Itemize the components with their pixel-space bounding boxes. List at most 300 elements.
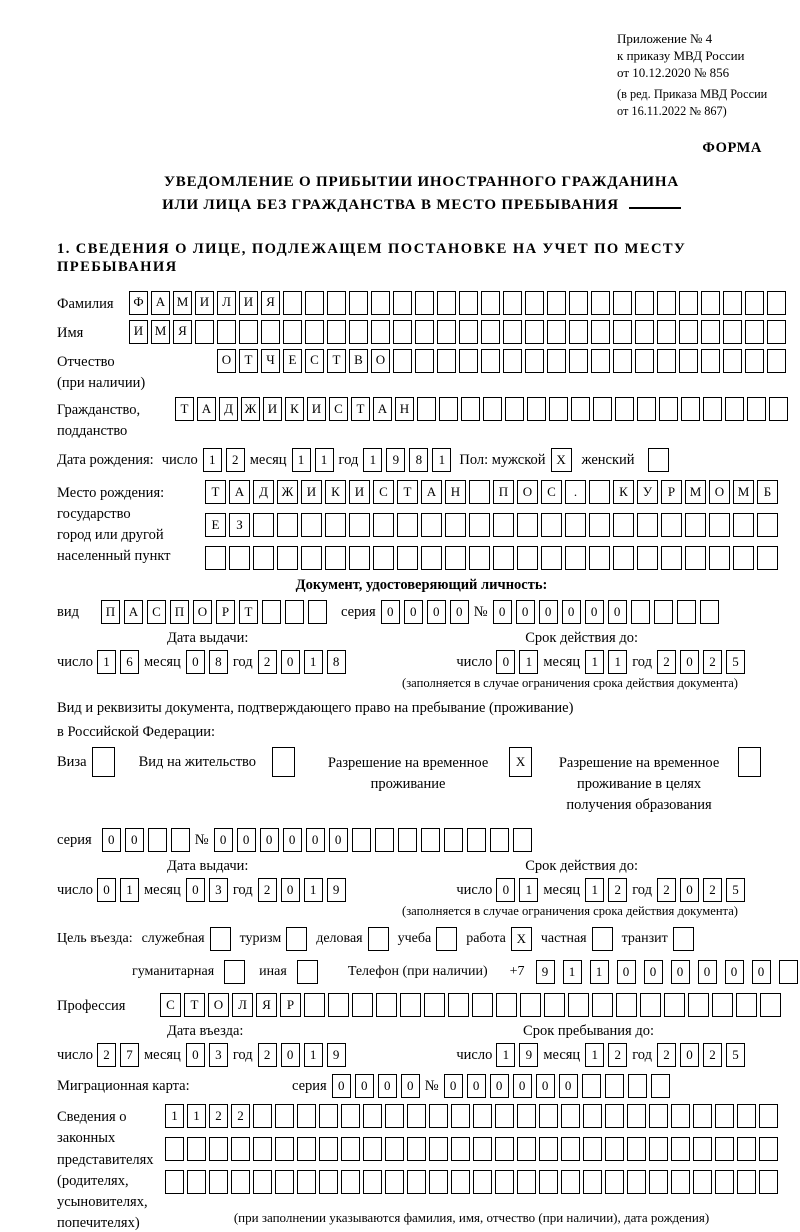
char-box[interactable] [582,1074,601,1098]
char-box[interactable] [253,1137,272,1161]
char-box[interactable] [661,546,682,570]
char-box[interactable] [373,513,394,537]
char-box[interactable]: 0 [680,650,699,674]
char-box[interactable]: 0 [97,878,116,902]
char-box[interactable]: 2 [97,1043,116,1067]
char-box[interactable] [459,349,478,373]
char-box[interactable] [397,546,418,570]
char-box[interactable] [527,397,546,421]
char-box[interactable]: 2 [608,878,627,902]
char-box[interactable] [262,600,281,624]
char-box[interactable]: 0 [186,1043,205,1067]
char-box[interactable]: 2 [703,878,722,902]
char-box[interactable]: 1 [496,1043,515,1067]
char-box[interactable] [407,1104,426,1128]
char-box[interactable]: Т [205,480,226,504]
char-box[interactable]: Д [219,397,238,421]
char-box[interactable] [747,397,766,421]
char-box[interactable] [693,1170,712,1194]
purpose-humanitarian-checkbox[interactable] [224,960,245,984]
char-box[interactable] [561,1137,580,1161]
char-box[interactable]: 8 [409,448,428,472]
char-box[interactable]: 0 [450,600,469,624]
char-box[interactable] [495,1104,514,1128]
char-box[interactable]: 1 [120,878,139,902]
char-box[interactable] [349,291,368,315]
char-box[interactable] [657,291,676,315]
char-box[interactable]: Ж [241,397,260,421]
char-box[interactable] [677,600,696,624]
char-box[interactable] [503,349,522,373]
char-box[interactable]: 0 [329,828,348,852]
char-box[interactable] [759,1104,778,1128]
char-box[interactable] [627,1104,646,1128]
char-box[interactable] [688,993,709,1017]
char-box[interactable] [613,349,632,373]
char-box[interactable]: Е [283,349,302,373]
char-box[interactable]: 2 [608,1043,627,1067]
char-box[interactable] [549,397,568,421]
char-box[interactable]: 0 [186,650,205,674]
char-box[interactable]: С [305,349,324,373]
char-box[interactable]: 2 [657,1043,676,1067]
char-box[interactable] [605,1104,624,1128]
char-box[interactable] [469,513,490,537]
char-box[interactable] [481,291,500,315]
char-box[interactable] [745,320,764,344]
char-box[interactable]: 0 [427,600,446,624]
char-box[interactable]: 0 [281,650,300,674]
char-box[interactable] [613,320,632,344]
char-box[interactable] [631,600,650,624]
purpose-business-checkbox[interactable] [368,927,389,951]
char-box[interactable] [635,349,654,373]
char-box[interactable]: 1 [585,878,604,902]
char-box[interactable] [737,1137,756,1161]
char-box[interactable] [605,1170,624,1194]
char-box[interactable]: 1 [292,448,311,472]
char-box[interactable] [757,546,778,570]
char-box[interactable] [349,513,370,537]
char-box[interactable] [657,320,676,344]
char-box[interactable]: 2 [258,1043,277,1067]
char-box[interactable] [253,513,274,537]
char-box[interactable] [352,993,373,1017]
char-box[interactable] [767,291,786,315]
char-box[interactable]: О [517,480,538,504]
char-box[interactable]: 1 [304,650,323,674]
char-box[interactable] [541,546,562,570]
char-box[interactable] [398,828,417,852]
char-box[interactable] [407,1137,426,1161]
char-box[interactable]: О [371,349,390,373]
char-box[interactable]: И [301,480,322,504]
char-box[interactable] [736,993,757,1017]
char-box[interactable] [525,349,544,373]
char-box[interactable]: 2 [703,650,722,674]
char-box[interactable]: 0 [536,1074,555,1098]
char-box[interactable]: 0 [496,878,515,902]
char-box[interactable] [679,349,698,373]
char-box[interactable] [659,397,678,421]
char-box[interactable] [328,993,349,1017]
char-box[interactable] [327,320,346,344]
char-box[interactable] [397,513,418,537]
char-box[interactable] [517,1170,536,1194]
char-box[interactable] [628,1074,647,1098]
char-box[interactable] [459,320,478,344]
char-box[interactable]: 0 [680,1043,699,1067]
char-box[interactable] [429,1104,448,1128]
char-box[interactable] [229,546,250,570]
char-box[interactable] [209,1170,228,1194]
char-box[interactable] [481,320,500,344]
char-box[interactable] [517,546,538,570]
char-box[interactable] [745,349,764,373]
char-box[interactable] [767,349,786,373]
char-box[interactable] [539,1104,558,1128]
char-box[interactable] [275,1137,294,1161]
char-box[interactable]: Б [757,480,778,504]
char-box[interactable] [461,397,480,421]
char-box[interactable] [569,291,588,315]
char-box[interactable]: 5 [726,878,745,902]
purpose-private-checkbox[interactable] [592,927,613,951]
char-box[interactable]: У [637,480,658,504]
char-box[interactable] [385,1170,404,1194]
char-box[interactable] [421,513,442,537]
char-box[interactable] [493,546,514,570]
char-box[interactable]: 2 [231,1104,250,1128]
char-box[interactable] [301,513,322,537]
char-box[interactable] [297,1137,316,1161]
char-box[interactable] [569,349,588,373]
char-box[interactable] [693,1104,712,1128]
char-box[interactable] [253,1170,272,1194]
char-box[interactable] [217,320,236,344]
char-box[interactable]: С [373,480,394,504]
char-box[interactable]: Я [261,291,280,315]
char-box[interactable] [637,397,656,421]
char-box[interactable]: 0 [125,828,144,852]
char-box[interactable] [415,291,434,315]
char-box[interactable]: И [349,480,370,504]
char-box[interactable] [429,1170,448,1194]
char-box[interactable] [513,828,532,852]
char-box[interactable]: А [373,397,392,421]
char-box[interactable] [701,291,720,315]
char-box[interactable] [709,546,730,570]
char-box[interactable] [701,349,720,373]
char-box[interactable] [467,828,486,852]
char-box[interactable] [693,1137,712,1161]
sex-male-checkbox[interactable]: X [551,448,572,472]
temp-residence-checkbox[interactable]: X [509,747,532,777]
char-box[interactable]: 1 [97,650,116,674]
char-box[interactable]: Т [175,397,194,421]
char-box[interactable] [473,1104,492,1128]
char-box[interactable] [651,1074,670,1098]
char-box[interactable] [547,291,566,315]
char-box[interactable]: К [613,480,634,504]
char-box[interactable]: 0 [698,960,717,984]
char-box[interactable]: Р [280,993,301,1017]
char-box[interactable] [520,993,541,1017]
char-box[interactable] [437,291,456,315]
char-box[interactable] [373,546,394,570]
char-box[interactable]: И [195,291,214,315]
char-box[interactable] [209,1137,228,1161]
char-box[interactable]: 0 [680,878,699,902]
char-box[interactable]: Ч [261,349,280,373]
char-box[interactable]: 1 [432,448,451,472]
char-box[interactable] [451,1137,470,1161]
char-box[interactable]: 0 [513,1074,532,1098]
char-box[interactable]: 0 [493,600,512,624]
char-box[interactable]: О [208,993,229,1017]
char-box[interactable] [709,513,730,537]
char-box[interactable] [459,291,478,315]
char-box[interactable] [325,513,346,537]
char-box[interactable]: 0 [617,960,636,984]
char-box[interactable] [490,828,509,852]
char-box[interactable] [547,349,566,373]
char-box[interactable]: И [239,291,258,315]
char-box[interactable]: А [124,600,143,624]
char-box[interactable] [649,1104,668,1128]
char-box[interactable]: 0 [404,600,423,624]
char-box[interactable] [445,513,466,537]
char-box[interactable] [517,1137,536,1161]
char-box[interactable] [325,546,346,570]
char-box[interactable] [231,1170,250,1194]
char-box[interactable] [703,397,722,421]
char-box[interactable]: В [349,349,368,373]
char-box[interactable] [437,320,456,344]
char-box[interactable]: Т [239,349,258,373]
char-box[interactable]: 0 [281,878,300,902]
char-box[interactable]: 0 [306,828,325,852]
char-box[interactable]: 0 [752,960,771,984]
char-box[interactable] [275,1104,294,1128]
char-box[interactable]: М [173,291,192,315]
char-box[interactable] [733,546,754,570]
char-box[interactable]: П [101,600,120,624]
char-box[interactable]: 0 [671,960,690,984]
char-box[interactable] [187,1170,206,1194]
char-box[interactable] [483,397,502,421]
purpose-study-checkbox[interactable] [436,927,457,951]
char-box[interactable] [565,513,586,537]
char-box[interactable]: 6 [120,650,139,674]
char-box[interactable] [561,1104,580,1128]
char-box[interactable]: 0 [401,1074,420,1098]
char-box[interactable] [661,513,682,537]
char-box[interactable]: 0 [378,1074,397,1098]
char-box[interactable] [231,1137,250,1161]
char-box[interactable]: 0 [186,878,205,902]
char-box[interactable] [681,397,700,421]
purpose-transit-checkbox[interactable] [673,927,694,951]
char-box[interactable] [393,349,412,373]
char-box[interactable] [757,513,778,537]
char-box[interactable] [679,320,698,344]
char-box[interactable]: . [565,480,586,504]
char-box[interactable]: И [129,320,148,344]
char-box[interactable] [371,291,390,315]
visa-checkbox[interactable] [92,747,115,777]
char-box[interactable] [444,828,463,852]
temp-residence-education-checkbox[interactable] [738,747,761,777]
char-box[interactable] [592,993,613,1017]
char-box[interactable] [393,320,412,344]
char-box[interactable]: 2 [258,878,277,902]
char-box[interactable] [505,397,524,421]
char-box[interactable]: 0 [102,828,121,852]
char-box[interactable] [253,1104,272,1128]
char-box[interactable] [253,546,274,570]
char-box[interactable]: А [197,397,216,421]
char-box[interactable] [605,1074,624,1098]
char-box[interactable] [503,291,522,315]
char-box[interactable] [473,1170,492,1194]
char-box[interactable]: 0 [539,600,558,624]
char-box[interactable]: С [329,397,348,421]
char-box[interactable]: П [493,480,514,504]
char-box[interactable]: 1 [187,1104,206,1128]
char-box[interactable]: Н [395,397,414,421]
char-box[interactable]: 8 [327,650,346,674]
char-box[interactable] [591,320,610,344]
char-box[interactable]: М [733,480,754,504]
char-box[interactable] [341,1137,360,1161]
char-box[interactable]: 8 [209,650,228,674]
char-box[interactable] [723,349,742,373]
char-box[interactable] [481,349,500,373]
char-box[interactable] [393,291,412,315]
char-box[interactable] [349,546,370,570]
char-box[interactable] [327,291,346,315]
char-box[interactable]: 0 [281,1043,300,1067]
char-box[interactable] [376,993,397,1017]
char-box[interactable]: 0 [467,1074,486,1098]
char-box[interactable]: Д [253,480,274,504]
char-box[interactable] [589,480,610,504]
char-box[interactable] [541,513,562,537]
char-box[interactable] [445,546,466,570]
char-box[interactable] [319,1104,338,1128]
char-box[interactable]: 9 [327,878,346,902]
char-box[interactable]: 0 [237,828,256,852]
char-box[interactable] [429,1137,448,1161]
char-box[interactable]: Е [205,513,226,537]
char-box[interactable] [745,291,764,315]
char-box[interactable]: М [685,480,706,504]
char-box[interactable]: 3 [209,1043,228,1067]
char-box[interactable]: 0 [444,1074,463,1098]
char-box[interactable]: 1 [304,878,323,902]
purpose-tourism-checkbox[interactable] [286,927,307,951]
char-box[interactable] [525,291,544,315]
char-box[interactable] [341,1170,360,1194]
char-box[interactable] [341,1104,360,1128]
char-box[interactable]: 2 [703,1043,722,1067]
char-box[interactable] [544,993,565,1017]
char-box[interactable] [187,1137,206,1161]
char-box[interactable]: 9 [327,1043,346,1067]
char-box[interactable] [301,546,322,570]
char-box[interactable]: 0 [283,828,302,852]
char-box[interactable]: Т [397,480,418,504]
char-box[interactable] [767,320,786,344]
char-box[interactable]: 5 [726,650,745,674]
char-box[interactable]: 0 [644,960,663,984]
char-box[interactable] [239,320,258,344]
char-box[interactable] [421,828,440,852]
char-box[interactable] [593,397,612,421]
char-box[interactable]: Р [661,480,682,504]
char-box[interactable] [400,993,421,1017]
char-box[interactable]: 1 [519,650,538,674]
char-box[interactable] [613,513,634,537]
char-box[interactable]: 0 [214,828,233,852]
char-box[interactable] [261,320,280,344]
char-box[interactable] [539,1170,558,1194]
char-box[interactable]: П [170,600,189,624]
char-box[interactable]: 5 [726,1043,745,1067]
char-box[interactable] [448,993,469,1017]
char-box[interactable]: Т [184,993,205,1017]
char-box[interactable]: 0 [381,600,400,624]
char-box[interactable]: 1 [608,650,627,674]
char-box[interactable]: С [541,480,562,504]
char-box[interactable]: 0 [562,600,581,624]
char-box[interactable]: А [229,480,250,504]
char-box[interactable]: 2 [258,650,277,674]
char-box[interactable] [589,546,610,570]
char-box[interactable]: 0 [490,1074,509,1098]
char-box[interactable] [723,320,742,344]
char-box[interactable] [657,349,676,373]
char-box[interactable] [569,320,588,344]
char-box[interactable] [277,546,298,570]
char-box[interactable]: А [151,291,170,315]
char-box[interactable]: Т [327,349,346,373]
char-box[interactable] [297,1170,316,1194]
char-box[interactable] [637,546,658,570]
char-box[interactable] [568,993,589,1017]
char-box[interactable] [165,1137,184,1161]
char-box[interactable] [517,513,538,537]
char-box[interactable] [759,1170,778,1194]
char-box[interactable]: Т [351,397,370,421]
char-box[interactable] [725,397,744,421]
char-box[interactable]: 1 [165,1104,184,1128]
purpose-work-checkbox[interactable]: X [511,927,532,951]
char-box[interactable]: 0 [516,600,535,624]
char-box[interactable] [305,291,324,315]
char-box[interactable] [375,828,394,852]
char-box[interactable] [319,1137,338,1161]
char-box[interactable] [733,513,754,537]
char-box[interactable]: М [151,320,170,344]
char-box[interactable] [737,1104,756,1128]
char-box[interactable] [760,993,781,1017]
char-box[interactable] [700,600,719,624]
char-box[interactable]: 1 [315,448,334,472]
char-box[interactable] [417,397,436,421]
char-box[interactable] [407,1170,426,1194]
